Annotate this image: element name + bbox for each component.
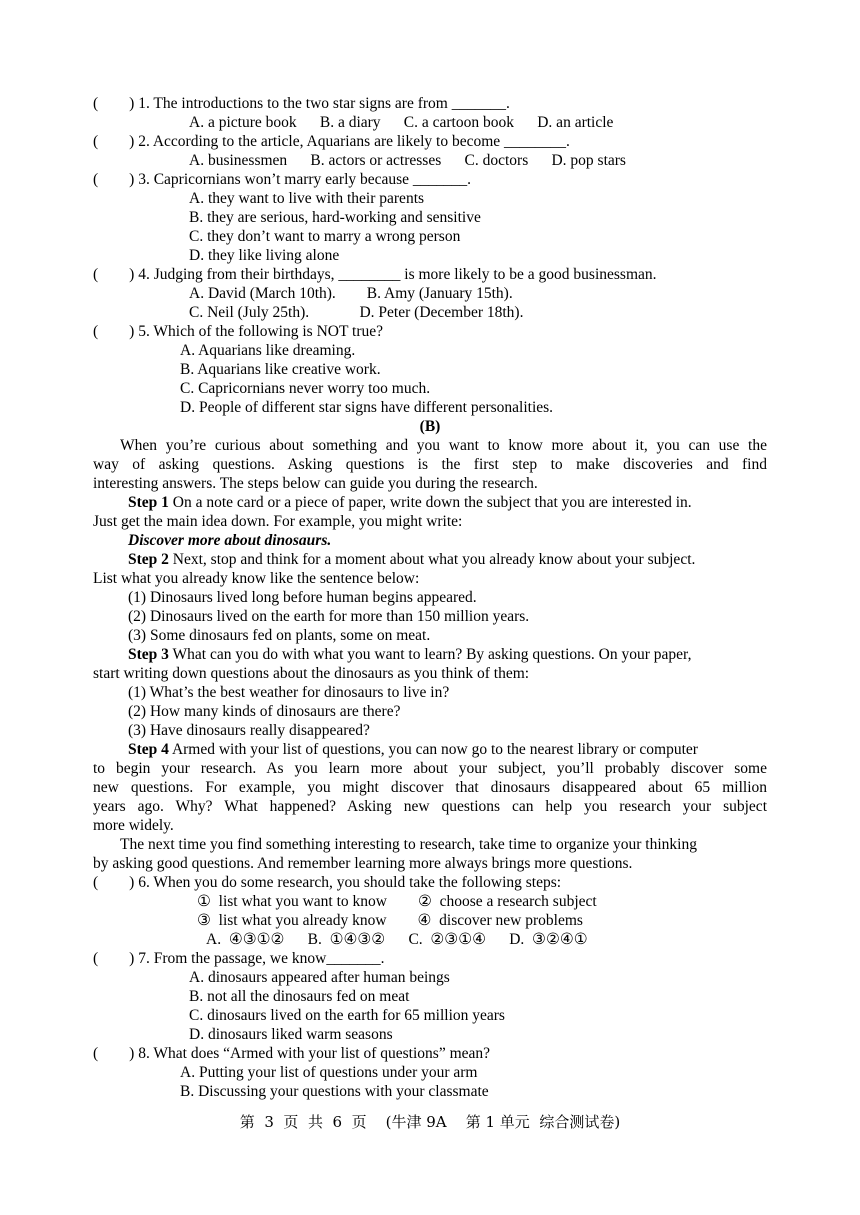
step-3-text: What can you do with what you want to learn? By asking questions. On your paper, [168, 646, 692, 663]
step-2-label: Step 2 [128, 551, 169, 568]
passage-line: The next time you find something interesting to research, take time to organize your thinking [120, 836, 697, 853]
list-item: (1) Dinosaurs lived long before human begins appeared. [128, 589, 477, 606]
step-2-text: Next, stop and think for a moment about what you already know about your subject. [168, 551, 696, 568]
list-item: (1) What’s the best weather for dinosaurs to live in? [128, 684, 450, 701]
question-6: ( ) 6. When you do some research, you should take the following steps: [93, 874, 562, 891]
question-8-option-a: A. Putting your list of questions under your arm [180, 1064, 478, 1081]
step-1-line [128, 493, 767, 512]
question-7-option-c: C. dinosaurs lived on the earth for 65 million years [189, 1007, 505, 1024]
question-5-option-b: B. Aquarians like creative work. [180, 361, 381, 378]
passage-line: start writing down questions about the dinosaurs as you think of them: [93, 665, 530, 682]
passage-line: When you’re curious about something and you want to know more about it, you can use the [120, 437, 767, 454]
passage-line: by asking good questions. And remember learning more always brings more questions. [93, 855, 633, 872]
question-5: ( ) 5. Which of the following is NOT true? [93, 323, 383, 340]
step-4-line [128, 740, 698, 759]
step-4-text: Armed with your list of questions, you can now go to the nearest library or computer [168, 741, 698, 758]
passage-line: to begin your research. As you learn more about your subject, you’ll probably discover some [93, 760, 767, 777]
question-4-options-ab: A. David (March 10th). B. Amy (January 15th). [189, 285, 513, 302]
list-item: (2) Dinosaurs lived on the earth for more than 150 million years. [128, 608, 530, 625]
passage-line: more widely. [93, 817, 174, 834]
section-b-heading: (B) [419, 418, 441, 435]
question-3-option-a: A. they want to live with their parents [189, 190, 425, 207]
question-5-option-a: A. Aquarians like dreaming. [180, 342, 356, 359]
question-6-options: A. ④③①② B. ①④③② C. ②③①④ D. ③②④① [206, 931, 588, 948]
passage-line: way of asking questions. Asking questions is the first step to make discoveries and find [93, 456, 767, 473]
passage-line: new questions. For example, you might discover that dinosaurs disappeared about 65 million [93, 779, 767, 796]
question-4: ( ) 4. Judging from their birthdays, ________ is more likely to be a good businessman. [93, 266, 657, 283]
step-1-label: Step 1 [128, 494, 169, 511]
question-3-option-d: D. they like living alone [189, 247, 340, 264]
step-3-label: Step 3 [128, 646, 169, 663]
page-footer: 第 3 页 共 6 页 (牛津 9A 第 1 单元 综合测试卷) [239, 1113, 621, 1131]
passage-line: interesting answers. The steps below can guide you during the research. [93, 475, 538, 492]
question-7-option-d: D. dinosaurs liked warm seasons [189, 1026, 393, 1043]
step-1-text: On a note card or a piece of paper, write down the subject that you are interested in. [168, 494, 692, 511]
question-7: ( ) 7. From the passage, we know_______. [93, 950, 385, 967]
step-2-line [128, 550, 695, 569]
step-3-line [128, 645, 691, 664]
question-8-option-b: B. Discussing your questions with your classmate [180, 1083, 489, 1100]
question-5-option-d: D. People of different star signs have different personalities. [180, 399, 554, 416]
question-6-steps-row-2: ③ list what you already know ④ discover new problems [197, 912, 583, 929]
list-item: (3) Have dinosaurs really disappeared? [128, 722, 370, 739]
passage-line: years ago. Why? What happened? Asking new questions can help you research your subject [93, 798, 767, 815]
question-3-option-b: B. they are serious, hard-working and sensitive [189, 209, 481, 226]
question-8: ( ) 8. What does “Armed with your list of questions” mean? [93, 1045, 491, 1062]
question-2: ( ) 2. According to the article, Aquarians are likely to become ________. [93, 133, 570, 150]
question-2-options: A. businessmen B. actors or actresses C. doctors D. pop stars [189, 152, 626, 169]
list-item: (3) Some dinosaurs fed on plants, some on meat. [128, 627, 431, 644]
question-3-option-c: C. they don’t want to marry a wrong person [189, 228, 461, 245]
passage-line: List what you already know like the sentence below: [93, 570, 420, 587]
question-5-option-c: C. Capricornians never worry too much. [180, 380, 431, 397]
question-1: ( ) 1. The introductions to the two star signs are from _______. [93, 95, 510, 112]
step-1-example: Discover more about dinosaurs. [128, 532, 332, 549]
question-7-option-a: A. dinosaurs appeared after human beings [189, 969, 450, 986]
question-1-options: A. a picture book B. a diary C. a cartoon book D. an article [189, 114, 614, 131]
question-3: ( ) 3. Capricornians won’t marry early because _______. [93, 171, 472, 188]
question-7-option-b: B. not all the dinosaurs fed on meat [189, 988, 410, 1005]
list-item: (2) How many kinds of dinosaurs are there? [128, 703, 401, 720]
step-4-label: Step 4 [128, 741, 169, 758]
passage-line: Just get the main idea down. For example, you might write: [93, 513, 463, 530]
question-4-options-cd: C. Neil (July 25th). D. Peter (December 18th). [189, 304, 524, 321]
question-6-steps-row-1: ① list what you want to know ② choose a research subject [197, 893, 597, 910]
